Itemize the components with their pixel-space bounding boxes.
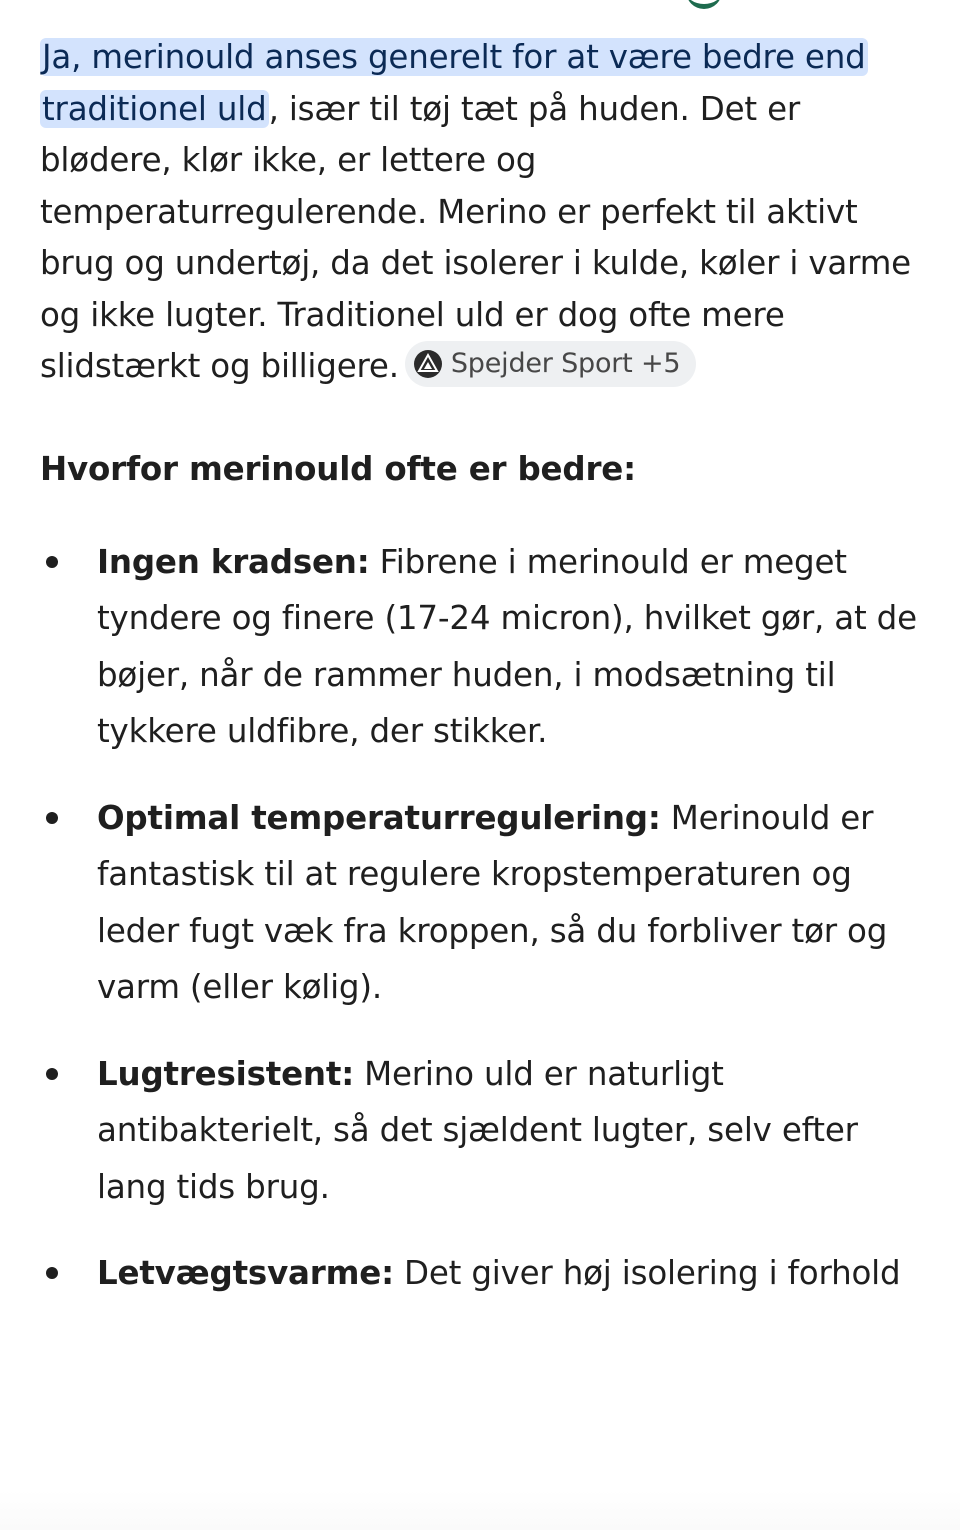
ai-answer (40, 32, 920, 1332)
list-item (40, 1046, 920, 1216)
list-item-term: Lugtresistent: (97, 1054, 354, 1093)
source-chip[interactable] (405, 341, 697, 387)
answer-body: , især til tøj tæt på huden. Det er blødere, klør ikke, er lettere og temperaturregulerende. Merino er perfekt til aktivt brug og undertøj, da det isolerer i kulde, køler i varme og ikke lugter. Traditionel uld er dog ofte mere slidstærkt og billigere. (40, 89, 911, 385)
highlighted-answer[interactable]: Ja, merinould anses generelt for at være bedre end traditionel uld (42, 38, 866, 128)
list-item-term: Ingen kradsen: (97, 542, 370, 581)
benefits-list (40, 534, 920, 1302)
bottom-fade (0, 1490, 960, 1530)
answer-paragraph (40, 32, 920, 393)
list-item (40, 534, 920, 760)
bullet-icon (46, 1068, 58, 1080)
spejder-sport-logo-icon (413, 349, 443, 379)
list-item-text: Det giver høj isolering i forhold (393, 1254, 901, 1292)
partial-logo-icon (686, 0, 722, 9)
list-item-text: Fibrene i merinould er meget tyndere og finere (17-24 micron), hvilket gør, at de bøjer, når de rammer huden, i modsætning til tykkere uldfibre, der stikker. (97, 542, 917, 750)
section-heading: Hvorfor merinould ofte er bedre: (40, 449, 636, 488)
bullet-icon (46, 1267, 58, 1279)
list-item (40, 1245, 920, 1302)
list-item (40, 790, 920, 1016)
source-chip-label: Spejder Sport +5 (450, 348, 681, 380)
list-item-term: Optimal temperaturregulering: (97, 798, 661, 837)
list-item-text: Merino uld er naturligt antibakterielt, så det sjældent lugter, selv efter lang tids brug. (97, 1054, 858, 1206)
bullet-icon (46, 812, 58, 824)
list-item-term: Letvægtsvarme: (97, 1254, 394, 1292)
bullet-icon (46, 556, 58, 568)
list-item-text: Merinould er fantastisk til at regulere kropstemperaturen og leder fugt væk fra kroppen, så du forbliver tør og varm (eller kølig). (97, 798, 888, 1006)
